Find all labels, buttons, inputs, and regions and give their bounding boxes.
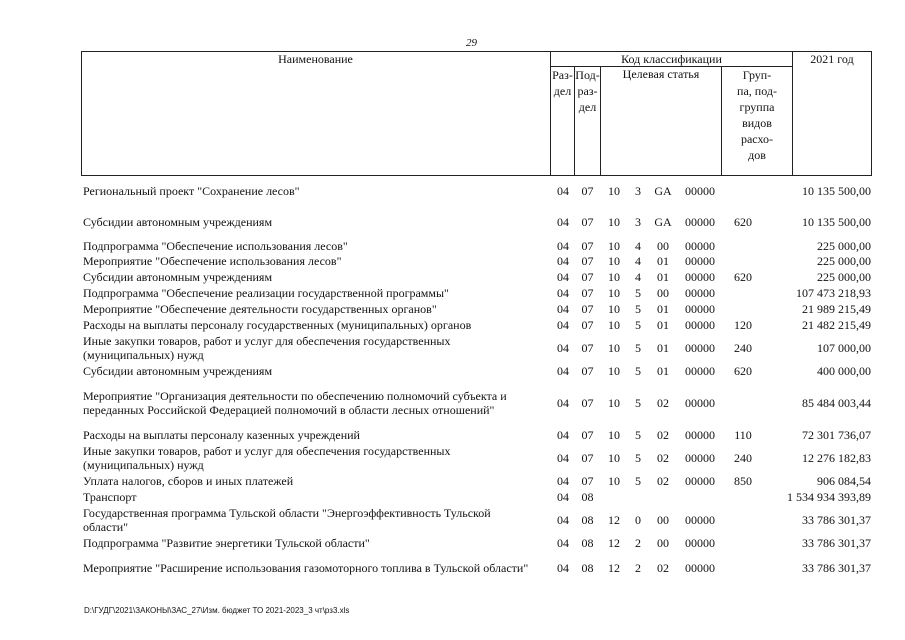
row-amount: 85 484 003,44 xyxy=(802,396,871,410)
row-name: Расходы на выплаты персоналу казенных учреждений xyxy=(83,428,360,442)
row-name: Мероприятие "Организация деятельности по обеспечению полномочий субъекта и переданных Российской Федерацией полномочий в области лесных отношений" xyxy=(83,389,507,417)
row-name: Региональный проект "Сохранение лесов" xyxy=(83,184,300,198)
row-name: Субсидии автономным учреждениям xyxy=(83,215,273,229)
row-name: Подпрограмма "Обеспечение реализации государственной программы" xyxy=(83,286,449,300)
header-divider-gruppa xyxy=(792,51,793,176)
row-name: Подпрограмма "Обеспечение использования лесов" xyxy=(83,239,348,253)
row-amount: 21 989 215,49 xyxy=(802,302,871,316)
row-amount: 225 000,00 xyxy=(817,239,871,253)
row-name: Иные закупки товаров, работ и услуг для обеспечения государственных (муниципальных) нужд xyxy=(83,444,451,472)
row-name: Субсидии автономным учреждениям xyxy=(83,364,273,378)
row-name: Государственная программа Тульской области "Энергоэффективность Тульской области" xyxy=(83,506,491,534)
page-number: 29 xyxy=(466,37,477,49)
row-amount: 107 473 218,93 xyxy=(796,286,871,300)
header-bottom-border xyxy=(81,175,872,176)
row-amount: 1 534 934 393,89 xyxy=(787,490,871,504)
row-amount: 10 135 500,00 xyxy=(802,184,871,198)
row-amount: 10 135 500,00 xyxy=(802,215,871,229)
row-name: Подпрограмма "Развитие энергетики Тульской области" xyxy=(83,536,370,550)
header-razdel: Раз- дел xyxy=(552,68,573,98)
row-amount: 400 000,00 xyxy=(817,364,871,378)
row-name: Субсидии автономным учреждениям xyxy=(83,270,273,284)
header-divider-podrazdel xyxy=(600,66,601,176)
header-year: 2021 год xyxy=(810,52,854,66)
row-amount: 107 000,00 xyxy=(817,341,871,355)
row-amount: 225 000,00 xyxy=(817,270,871,284)
row-amount: 33 786 301,37 xyxy=(802,561,871,575)
table-header xyxy=(81,51,872,176)
row-name: Расходы на выплаты персоналу государственных (муниципальных) органов xyxy=(83,318,472,332)
row-amount: 33 786 301,37 xyxy=(802,536,871,550)
header-celevaya-statya: Целевая статья xyxy=(622,67,700,81)
row-amount: 12 276 182,83 xyxy=(802,451,871,465)
row-amount: 225 000,00 xyxy=(817,254,871,268)
row-amount: 72 301 736,07 xyxy=(802,428,871,442)
row-name: Мероприятие "Обеспечение деятельности государственных органов" xyxy=(83,302,437,316)
header-kod-klassifikacii: Код классификации xyxy=(621,52,722,66)
row-name: Иные закупки товаров, работ и услуг для обеспечения государственных (муниципальных) нужд xyxy=(83,334,451,362)
row-name: Мероприятие "Расширение использования газомоторного топлива в Тульской области" xyxy=(83,561,529,575)
row-amount: 33 786 301,37 xyxy=(802,513,871,527)
header-naimenovanie: Наименование xyxy=(278,52,353,66)
row-name: Мероприятие "Обеспечение использования лесов" xyxy=(83,254,342,268)
file-path-footer: D:\ГУДГ\2021\ЗАКОНЫ\ЗАС_27\Изм. бюджет ТО 2021-2023_3 чт\рз3.xls xyxy=(84,606,350,615)
row-name: Транспорт xyxy=(83,490,137,504)
row-name: Уплата налогов, сборов и иных платежей xyxy=(83,474,294,488)
header-gruppa: Груп- па, под- группа видов расхо- дов xyxy=(737,68,777,162)
header-right-border xyxy=(871,51,872,176)
header-podrazdel: Под- раз- дел xyxy=(575,68,600,114)
header-left-border xyxy=(81,51,82,176)
row-amount: 906 084,54 xyxy=(817,474,871,488)
row-amount: 21 482 215,49 xyxy=(802,318,871,332)
